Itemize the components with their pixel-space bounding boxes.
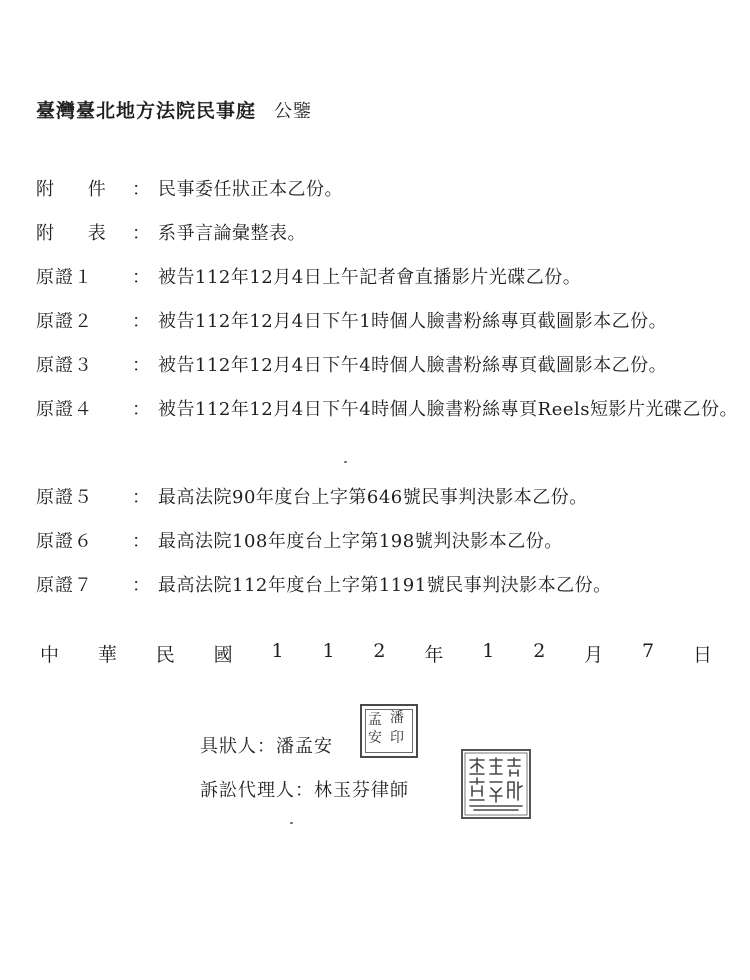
seal-glyph: 孟 [368,712,382,728]
item-label: 原證７ [36,575,93,596]
list-item [36,484,736,528]
attorney-signature: 訴訟代理人：林玉芬律師 [200,780,409,801]
item-text: 民事委任狀正本乙份。 [158,179,343,200]
salutation: 公鑒 [274,101,313,122]
list-item [36,528,736,572]
document-date [40,640,712,667]
date-char: 2 [533,640,546,662]
scan-speck [290,822,293,824]
item-text: 最高法院90年度台上字第646號民事判決影本乙份。 [158,487,588,508]
item-colon: ： [132,399,150,420]
date-char: 月 [584,644,604,666]
filer-signature: 具狀人：潘孟安 [200,736,333,757]
court-name: 臺灣臺北地方法院民事庭 [36,100,257,122]
item-colon: ： [132,267,150,288]
addressee-line [36,96,312,123]
date-char: 年 [424,644,444,666]
item-text: 最高法院108年度台上字第198號判決影本乙份。 [158,531,563,552]
attachment-list [36,176,739,616]
date-char: 1 [482,640,495,662]
list-item [36,308,736,352]
item-colon: ： [132,531,150,552]
item-text: 最高法院112年度台上字第1191號民事判決影本乙份。 [158,575,612,596]
date-char: 2 [373,640,386,662]
date-char: 中 [40,644,60,666]
item-colon: ： [132,179,150,200]
item-label: 附 表 [36,223,120,244]
item-text: 被告112年12月4日上午記者會直播影片光碟乙份。 [158,267,582,288]
scan-speck [344,461,347,463]
item-label: 附 件 [36,179,120,200]
item-text: 系爭言論彙整表。 [158,223,306,244]
date-char: 民 [155,644,175,666]
date-char: 1 [322,640,335,662]
law-firm-seal [460,748,532,820]
item-label: 原證３ [36,355,93,376]
item-colon: ： [132,311,150,332]
item-colon: ： [132,223,150,244]
item-label: 原證１ [36,267,93,288]
item-label: 原證４ [36,399,93,420]
date-char: 1 [271,640,284,662]
item-colon: ： [132,355,150,376]
seal-glyph: 印 [390,730,404,746]
date-char: 日 [692,644,712,666]
item-label: 原證５ [36,487,93,508]
item-colon: ： [132,575,150,596]
item-colon: ： [132,487,150,508]
list-item [36,572,736,616]
item-label: 原證６ [36,531,93,552]
date-char: 7 [642,640,655,662]
personal-seal [360,704,418,758]
item-text: 被告112年12月4日下午1時個人臉書粉絲專頁截圖影本乙份。 [158,311,668,332]
list-item [36,220,736,264]
seal-glyph: 潘 [390,710,404,726]
item-label: 原證２ [36,311,93,332]
list-item [36,264,736,308]
seal-glyph: 安 [368,730,382,746]
date-char: 國 [213,644,233,666]
date-char: 華 [97,644,117,666]
item-text: 被告112年12月4日下午4時個人臉書粉絲專頁截圖影本乙份。 [158,355,668,376]
item-text: 被告112年12月4日下午4時個人臉書粉絲專頁Reels短影片光碟乙份。 [158,399,739,420]
list-item [36,176,736,220]
list-item [36,396,739,484]
